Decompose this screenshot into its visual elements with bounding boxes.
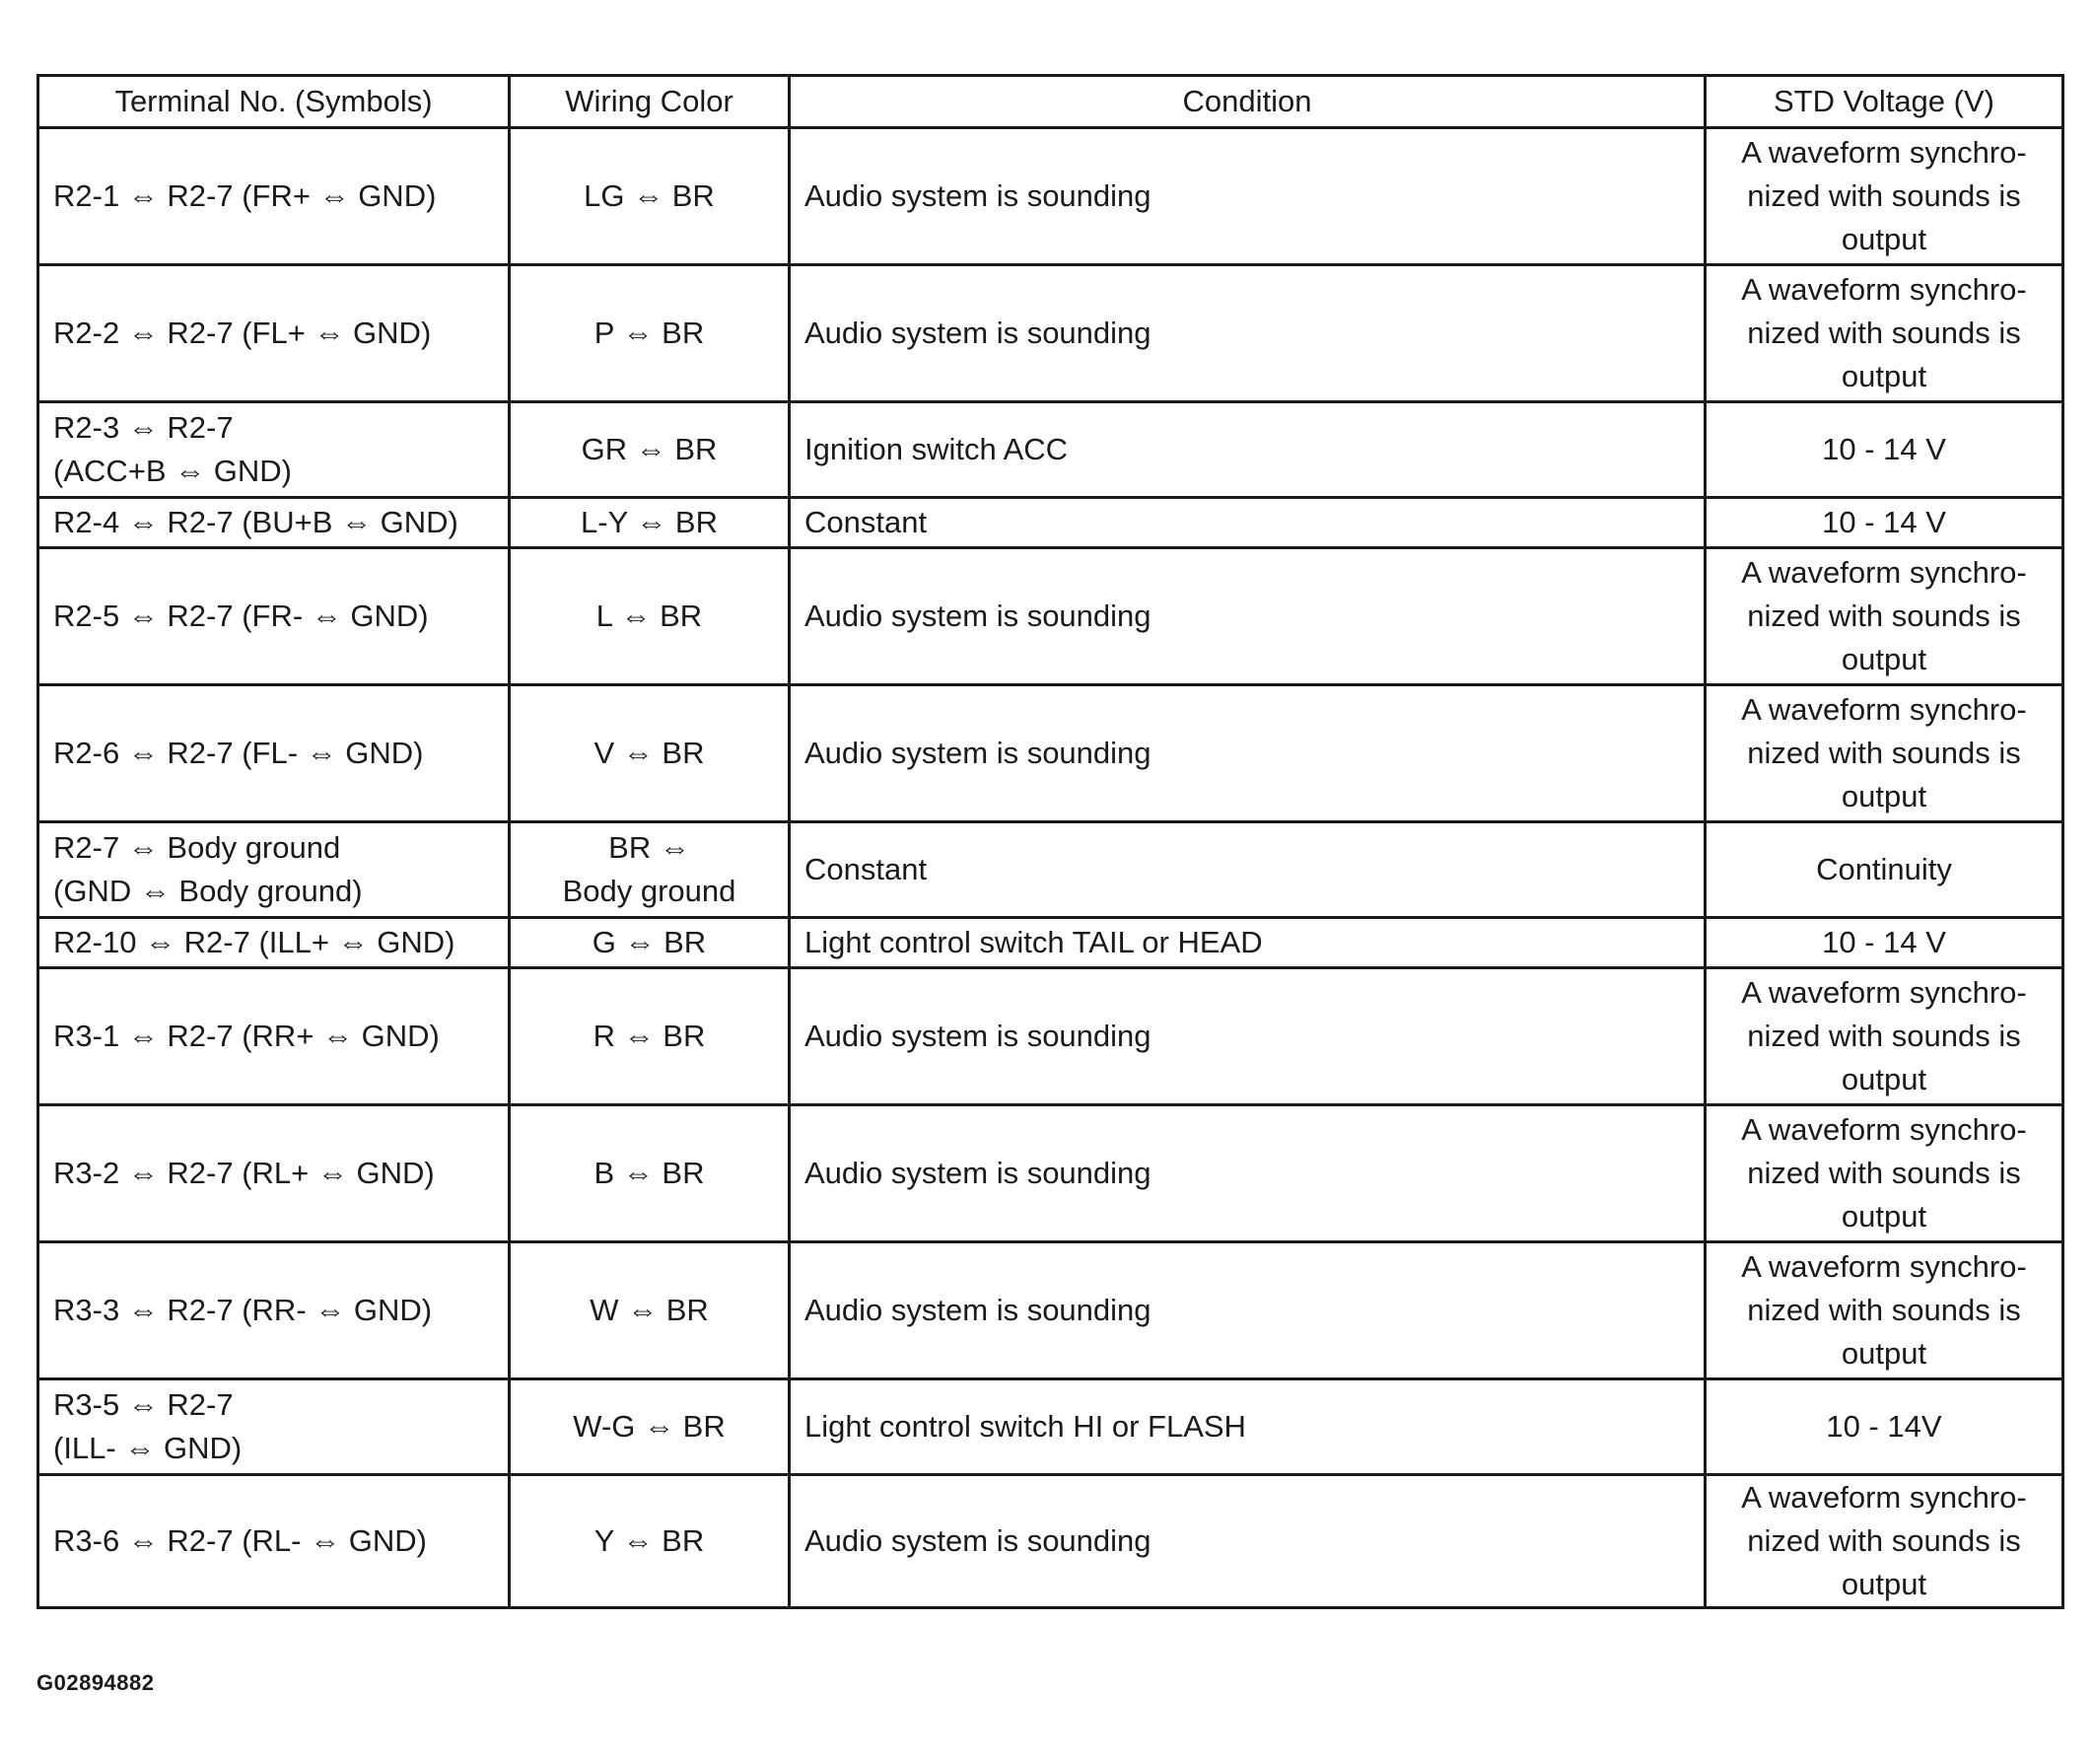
terminal-cell-line: R2-2 ⇔ R2-7 (FL+ ⇔ GND): [53, 316, 432, 350]
terminal-cell: [38, 265, 510, 402]
terminal-cell-line: (ACC+B ⇔ GND): [53, 454, 292, 488]
wiring-color-cell-line: W-G ⇔ BR: [573, 1409, 726, 1444]
condition-cell: Audio system is sounding: [790, 128, 1706, 265]
wiring-color-cell: [510, 918, 790, 968]
terminal-voltage-table: [36, 74, 2064, 1609]
wiring-color-cell: [510, 498, 790, 548]
std-voltage-cell: [1706, 968, 2063, 1105]
terminal-cell-line: R3-3 ⇔ R2-7 (RR- ⇔ GND): [53, 1293, 433, 1327]
std-voltage-cell-line: nized with sounds is: [1747, 1019, 2021, 1053]
terminal-cell: [38, 498, 510, 548]
condition-cell: Ignition switch ACC: [790, 402, 1706, 498]
std-voltage-cell-line: A waveform synchro-: [1741, 135, 2027, 170]
wiring-color-cell-line: Y ⇔ BR: [593, 1523, 705, 1558]
table-row: [38, 402, 2063, 498]
terminal-cell: [38, 548, 510, 685]
std-voltage-cell-line: nized with sounds is: [1747, 1293, 2021, 1327]
std-voltage-cell: [1706, 1379, 2063, 1475]
condition-cell: Audio system is sounding: [790, 685, 1706, 822]
std-voltage-cell-line: A waveform synchro-: [1741, 555, 2027, 590]
std-voltage-cell-line: A waveform synchro-: [1741, 692, 2027, 727]
std-voltage-cell-line: nized with sounds is: [1747, 599, 2021, 633]
header-terminal: Terminal No. (Symbols): [38, 76, 510, 128]
wiring-color-cell-line: V ⇔ BR: [593, 736, 705, 770]
std-voltage-cell-line: A waveform synchro-: [1741, 272, 2027, 307]
terminal-cell: [38, 1105, 510, 1242]
terminal-cell: [38, 822, 510, 918]
wiring-color-cell-line: GR ⇔ BR: [581, 432, 718, 466]
std-voltage-cell-line: nized with sounds is: [1747, 1156, 2021, 1190]
std-voltage-cell: [1706, 1242, 2063, 1379]
terminal-cell: [38, 1379, 510, 1475]
condition-cell: Audio system is sounding: [790, 548, 1706, 685]
table-row: [38, 1242, 2063, 1379]
wiring-color-cell: [510, 968, 790, 1105]
condition-cell: Audio system is sounding: [790, 1105, 1706, 1242]
terminal-cell-line: R3-2 ⇔ R2-7 (RL+ ⇔ GND): [53, 1156, 435, 1190]
std-voltage-cell-line: nized with sounds is: [1747, 736, 2021, 770]
table-header-row: [38, 76, 2063, 128]
wiring-color-cell-line: B ⇔ BR: [593, 1156, 705, 1190]
wiring-color-cell: [510, 402, 790, 498]
wiring-color-cell: [510, 1379, 790, 1475]
table-row: [38, 822, 2063, 918]
std-voltage-cell: [1706, 685, 2063, 822]
std-voltage-cell: [1706, 498, 2063, 548]
wiring-color-cell: [510, 265, 790, 402]
wiring-color-cell: [510, 1105, 790, 1242]
wiring-color-cell: [510, 685, 790, 822]
terminal-cell: [38, 685, 510, 822]
wiring-color-cell: [510, 822, 790, 918]
condition-cell: Constant: [790, 498, 1706, 548]
header-wiring-color: Wiring Color: [510, 76, 790, 128]
wiring-color-cell-line: P ⇔ BR: [593, 316, 705, 350]
condition-cell: Constant: [790, 822, 1706, 918]
std-voltage-cell-line: 10 - 14V: [1826, 1409, 1942, 1444]
table-row: [38, 128, 2063, 265]
terminal-cell: [38, 402, 510, 498]
terminal-cell-line: R2-4 ⇔ R2-7 (BU+B ⇔ GND): [53, 505, 458, 539]
terminal-cell-line: R2-3 ⇔ R2-7: [53, 410, 234, 445]
std-voltage-cell-line: output: [1841, 779, 1927, 813]
table-row: [38, 918, 2063, 968]
wiring-color-cell-line: L-Y ⇔ BR: [581, 505, 718, 539]
std-voltage-cell-line: 10 - 14 V: [1822, 432, 1946, 466]
terminal-cell-line: R3-6 ⇔ R2-7 (RL- ⇔ GND): [53, 1523, 427, 1558]
terminal-cell-line: R2-1 ⇔ R2-7 (FR+ ⇔ GND): [53, 178, 437, 213]
table-row: [38, 1379, 2063, 1475]
wiring-color-cell: [510, 548, 790, 685]
terminal-cell: [38, 128, 510, 265]
terminal-cell: [38, 918, 510, 968]
terminal-cell-line: (ILL- ⇔ GND): [53, 1431, 243, 1465]
std-voltage-cell-line: A waveform synchro-: [1741, 1112, 2027, 1147]
table-row: [38, 498, 2063, 548]
std-voltage-cell-line: 10 - 14 V: [1822, 925, 1946, 959]
std-voltage-cell-line: output: [1841, 1062, 1927, 1096]
condition-cell: Audio system is sounding: [790, 265, 1706, 402]
header-std-voltage: STD Voltage (V): [1706, 76, 2063, 128]
std-voltage-cell-line: A waveform synchro-: [1741, 1249, 2027, 1284]
std-voltage-cell-line: output: [1841, 1336, 1927, 1371]
std-voltage-cell: [1706, 548, 2063, 685]
header-condition: Condition: [790, 76, 1706, 128]
std-voltage-cell: [1706, 1105, 2063, 1242]
wiring-color-cell-line: W ⇔ BR: [590, 1293, 709, 1327]
terminal-cell: [38, 1242, 510, 1379]
table-body: [38, 128, 2063, 1608]
wiring-color-cell-line: L ⇔ BR: [595, 599, 703, 633]
table-row: [38, 548, 2063, 685]
wiring-color-cell-line: G ⇔ BR: [592, 925, 707, 959]
condition-cell: Audio system is sounding: [790, 1475, 1706, 1608]
std-voltage-cell-line: output: [1841, 1199, 1927, 1234]
terminal-cell-line: (GND ⇔ Body ground): [53, 874, 363, 908]
figure-code: G02894882: [36, 1670, 155, 1695]
std-voltage-cell-line: output: [1841, 222, 1927, 256]
std-voltage-cell: [1706, 265, 2063, 402]
table-row: [38, 968, 2063, 1105]
wiring-color-cell: [510, 1242, 790, 1379]
condition-cell: Audio system is sounding: [790, 968, 1706, 1105]
std-voltage-cell-line: output: [1841, 1567, 1927, 1601]
terminal-cell: [38, 968, 510, 1105]
table-row: [38, 1475, 2063, 1608]
table-row: [38, 685, 2063, 822]
wiring-color-cell-line: LG ⇔ BR: [584, 178, 715, 213]
std-voltage-cell-line: A waveform synchro-: [1741, 1480, 2027, 1515]
std-voltage-cell: [1706, 128, 2063, 265]
condition-cell: Light control switch HI or FLASH: [790, 1379, 1706, 1475]
terminal-cell-line: R3-5 ⇔ R2-7: [53, 1387, 234, 1422]
std-voltage-cell-line: nized with sounds is: [1747, 316, 2021, 350]
wiring-color-cell-line: R ⇔ BR: [593, 1019, 706, 1053]
wiring-color-cell: [510, 128, 790, 265]
std-voltage-cell-line: 10 - 14 V: [1822, 505, 1946, 539]
wiring-color-cell-line: BR ⇔: [608, 830, 690, 865]
table-row: [38, 1105, 2063, 1242]
terminal-cell-line: R2-6 ⇔ R2-7 (FL- ⇔ GND): [53, 736, 424, 770]
std-voltage-cell-line: A waveform synchro-: [1741, 975, 2027, 1010]
table-row: [38, 265, 2063, 402]
terminal-cell-line: R2-10 ⇔ R2-7 (ILL+ ⇔ GND): [53, 925, 455, 959]
std-voltage-cell: [1706, 822, 2063, 918]
wiring-color-cell: [510, 1475, 790, 1608]
std-voltage-cell: [1706, 402, 2063, 498]
std-voltage-cell: [1706, 1475, 2063, 1608]
terminal-cell-line: R3-1 ⇔ R2-7 (RR+ ⇔ GND): [53, 1019, 440, 1053]
terminal-cell: [38, 1475, 510, 1608]
terminal-cell-line: R2-7 ⇔ Body ground: [53, 830, 341, 865]
std-voltage-cell: [1706, 918, 2063, 968]
condition-cell: Audio system is sounding: [790, 1242, 1706, 1379]
std-voltage-cell-line: nized with sounds is: [1747, 178, 2021, 213]
std-voltage-cell-line: nized with sounds is: [1747, 1523, 2021, 1558]
std-voltage-cell-line: output: [1841, 642, 1927, 676]
condition-cell: Light control switch TAIL or HEAD: [790, 918, 1706, 968]
terminal-cell-line: R2-5 ⇔ R2-7 (FR- ⇔ GND): [53, 599, 429, 633]
std-voltage-cell-line: Continuity: [1816, 852, 1952, 886]
std-voltage-cell-line: output: [1841, 359, 1927, 393]
wiring-color-cell-line: Body ground: [562, 874, 736, 908]
